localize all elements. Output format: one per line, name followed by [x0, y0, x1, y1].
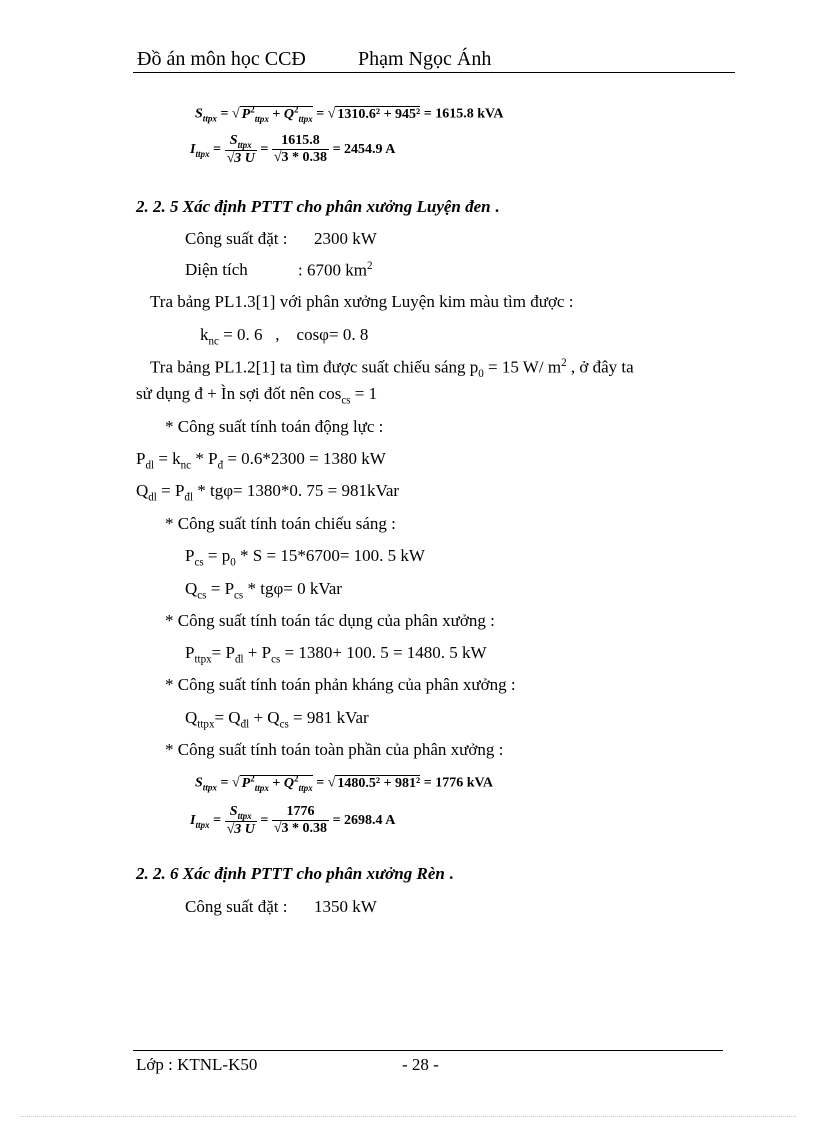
area-value: : 6700 $km^2$: [298, 260, 373, 280]
install-power-value: 2300 kW: [314, 229, 377, 248]
td-title: * Công suất tính toán tác dụng của phân xưởng :: [165, 611, 495, 630]
formula-numbers: 1310.6² + 945²: [337, 106, 421, 122]
section-heading-2-2-6: 2. 2. 6 Xác định PTTT cho phân xưởng Rèn .: [136, 864, 454, 883]
formula-i-ttpx-2: $I_{ttpx}$ = $\frac{S_{ttpx}}{√3 U}$ = $\frac{1776}{√3 * 0.38}$ = 2698.4 A: [190, 804, 396, 837]
qdl-equation: $Q_{dl} = P_{đl} * tg\varphi= 1380*0$. 75 = 981kVar: [136, 481, 400, 504]
formula-result-2: = 1776 kVA: [423, 775, 493, 791]
footer-class: Lớp : KTNL-K50: [136, 1055, 258, 1074]
header-course: Đồ án môn học CCĐ: [137, 48, 306, 70]
tra-pl13: Tra bảng PL1.3[1] với phân xưởng Luyện kim màu tìm được :: [150, 292, 574, 311]
header-author: Phạm Ngọc Ánh: [358, 48, 492, 70]
pcs-equation: $P_{cs} = p_0 * S = 15*6700= 100$. 5 kW: [185, 546, 425, 569]
tra-pl12-line2: sử dụng đ + Ìn sợi đốt nên $\cos_{cs} = 1$: [136, 384, 378, 407]
formula-s-ttpx-1: $S_{ttpx}$ = √ $P^2_{ttpx} + Q^2_{ttpx}$ = √ 1310.6² + 945² = 1615.8 kVA: [195, 104, 504, 124]
pttpx-equation: $P_{ttpx}= P_{đl} + P_{cs} = 1380+ 100$. 5 = 1480. 5 kW: [185, 643, 487, 666]
formula-s-ttpx-2: $S_{ttpx}$ = √ $P^2_{ttpx} + Q^2_{ttpx}$ = √ 1480.5² + 981² = 1776 kVA: [195, 773, 493, 793]
formula-numbers-2: 1480.5² + 981²: [337, 775, 421, 791]
qcs-equation: $Q_{cs} = P_{cs} * tg\varphi= 0$ kVar: [185, 579, 342, 602]
cs-title: * Công suất tính toán chiếu sáng :: [165, 514, 396, 533]
formula-i-ttpx-1: $I_{ttpx}$ = $\frac{S_{ttpx}}{√3 U}$ = $\frac{1615.8}{√3 * 0.38}$ = 2454.9 A: [190, 133, 396, 166]
install-power-label-2: Công suất đặt :: [185, 897, 288, 916]
pk-title: * Công suất tính toán phản kháng của phân xưởng :: [165, 675, 516, 694]
area-label: Diện tích: [185, 260, 248, 279]
footer-rule: [133, 1050, 723, 1051]
qttpx-equation: $Q_{ttpx}= Q_{đl} + Q_{cs} = 981$ kVar: [185, 708, 369, 731]
footer-page-number: - 28 -: [402, 1055, 439, 1074]
install-power-value-2: 1350 kW: [314, 897, 377, 916]
install-power-label: Công suất đặt :: [185, 229, 288, 248]
tp-title: * Công suất tính toán toàn phần của phân xưởng :: [165, 740, 504, 759]
dl-title: * Công suất tính toán động lực :: [165, 417, 384, 436]
tra-pl12-line1: Tra bảng PL1.2[1] ta tìm được suất chiếu sáng $p_0 = 15$ W/ $m^2$ , ở đây ta: [150, 357, 634, 381]
page-bottom-dotted-line: [20, 1116, 796, 1117]
header-rule: [133, 72, 735, 73]
pdl-equation: $P_{dl} = k_{nc} * P_đ = 0.6*2300 = 1380$ kW: [136, 449, 386, 472]
formula-result: = 1615.8 kVA: [423, 106, 504, 122]
section-heading-2-2-5: 2. 2. 5 Xác định PTTT cho phân xưởng Luyện đen .: [136, 197, 500, 216]
knc-cosphi: $k_{nc} = 0$. 6 , cosφ= 0. 8: [200, 325, 369, 348]
